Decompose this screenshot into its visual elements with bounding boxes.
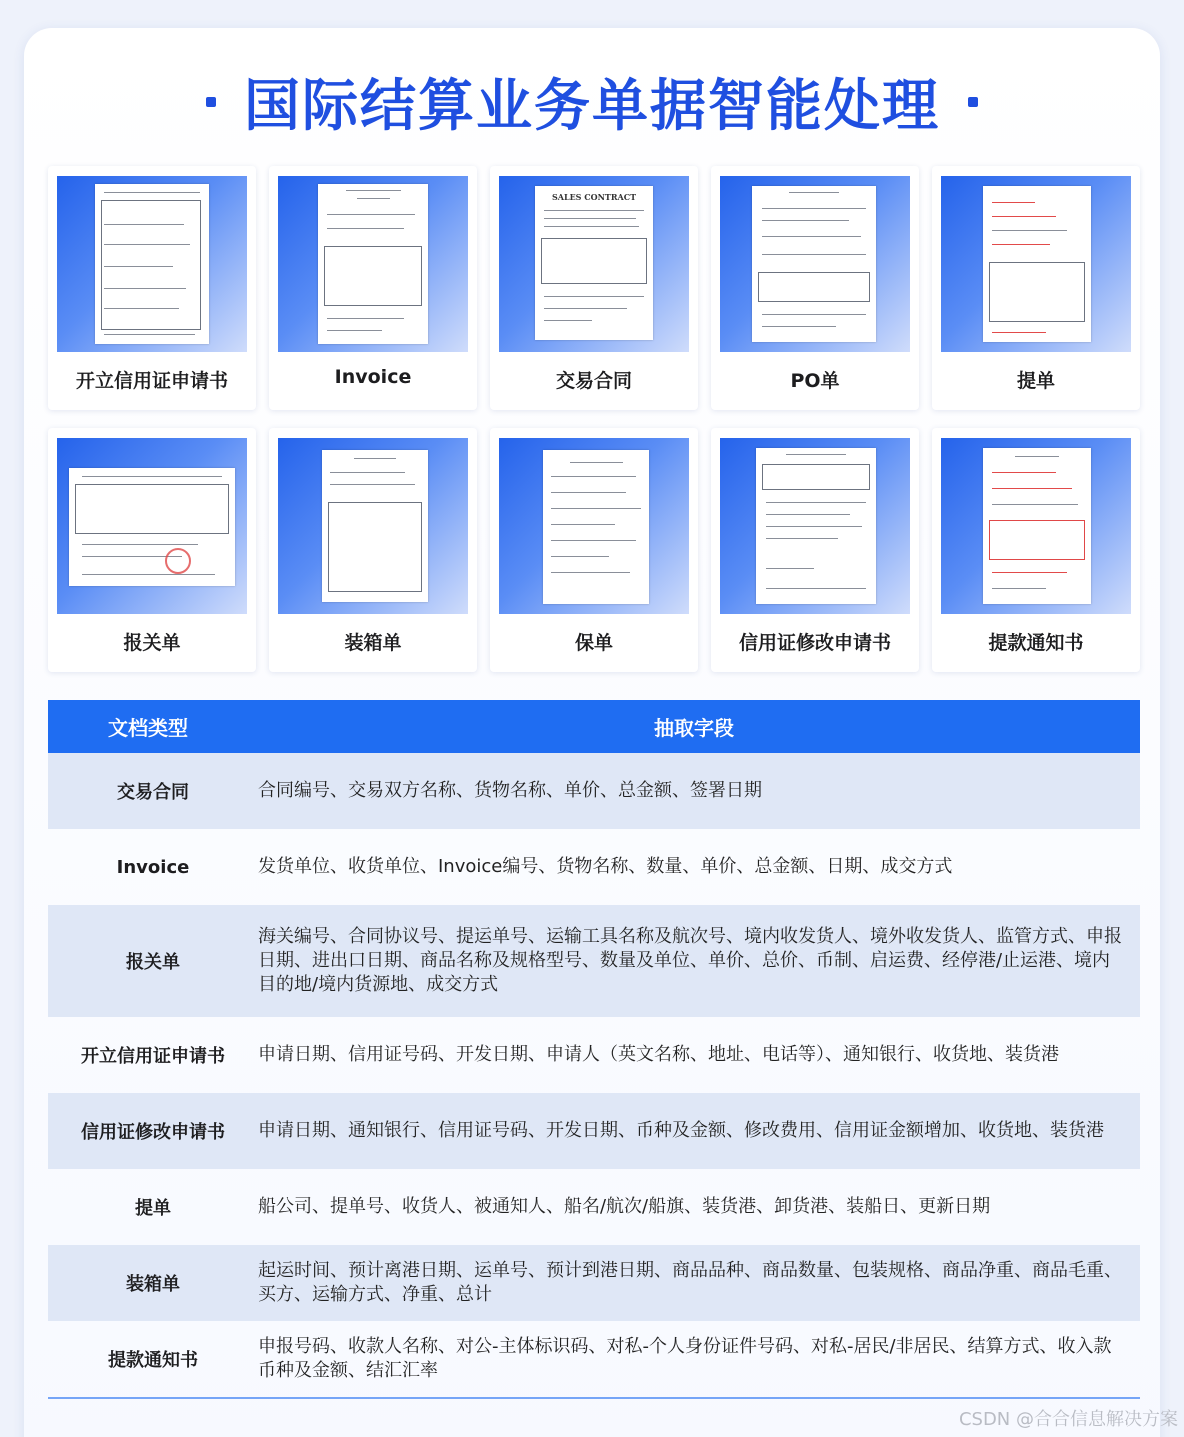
watermark: CSDN @合合信息解决方案 — [958, 1409, 1178, 1430]
doc-card-purchase-order[interactable] — [711, 166, 919, 410]
doc-card-lc-application[interactable] — [48, 166, 256, 410]
row-doc-type: 提款通知书 — [108, 1350, 198, 1371]
doc-card-customs-declaration[interactable] — [48, 428, 256, 672]
doc-card-lc-amendment[interactable] — [711, 428, 919, 672]
table-row — [48, 1245, 1140, 1321]
doc-label: 提款通知书 — [988, 632, 1084, 654]
doc-label: Invoice — [334, 366, 412, 388]
document-preview — [69, 468, 235, 586]
header-doc-type: 文档类型 — [108, 716, 188, 740]
doc-card-packing-list[interactable] — [269, 428, 477, 672]
row-fields: 船公司、提单号、收货人、被通知人、船名/航次/船旗、装货港、卸货港、装船日、更新日期 — [258, 1196, 991, 1217]
table-row — [48, 829, 1140, 905]
document-preview — [756, 448, 876, 604]
title-right-dot — [968, 97, 978, 107]
row-fields: 合同编号、交易双方名称、货物名称、单价、总金额、签署日期 — [258, 780, 762, 801]
row-fields: 申请日期、信用证号码、开发日期、申请人（英文名称、地址、电话等）、通知银行、收货地、装货港 — [258, 1044, 1059, 1065]
row-doc-type: 信用证修改申请书 — [81, 1122, 225, 1143]
row-fields: 起运时间、预计离港日期、运单号、预计到港日期、商品品种、商品数量、包装规格、商品净重、商品毛重、买方、运输方式、净重、总计 — [258, 1260, 1122, 1305]
document-preview — [535, 186, 653, 340]
doc-thumbnail — [57, 438, 247, 614]
doc-label: 开立信用证申请书 — [75, 370, 228, 392]
doc-thumbnail — [499, 438, 689, 614]
table-row — [48, 1017, 1140, 1093]
table-header — [48, 700, 1140, 753]
stamp-icon — [165, 548, 191, 574]
doc-label: 交易合同 — [555, 370, 632, 392]
table-row — [48, 1093, 1140, 1169]
document-preview — [318, 184, 428, 344]
header-fields: 抽取字段 — [654, 716, 734, 740]
doc-thumbnail — [941, 176, 1131, 352]
extraction-fields-table — [48, 700, 1140, 1399]
document-preview — [543, 450, 649, 604]
row-doc-type: Invoice — [116, 856, 190, 878]
row-fields: 海关编号、合同协议号、提运单号、运输工具名称及航次号、境内收发货人、境外收发货人、监管方式、申报日期、进出口日期、商品名称及规格型号、数量及单位、单价、总价、币制、启运费、经停港/止运港、境内目的地/境内货源地、成交方式 — [258, 926, 1122, 995]
table-row — [48, 753, 1140, 829]
document-preview — [95, 184, 209, 344]
doc-label: 保单 — [574, 632, 613, 654]
document-preview — [322, 450, 428, 602]
row-doc-type: 装箱单 — [126, 1274, 180, 1295]
doc-label: 装箱单 — [344, 632, 402, 654]
table-row — [48, 905, 1140, 1017]
title-left-dot — [206, 97, 216, 107]
page-title: 国际结算业务单据智能处理 — [244, 74, 940, 139]
document-preview — [752, 186, 876, 342]
doc-card-withdrawal-notice[interactable] — [932, 428, 1140, 672]
doc-card-sales-contract[interactable] — [490, 166, 698, 410]
paper-title: SALES CONTRACT — [551, 192, 637, 202]
table-row — [48, 1321, 1140, 1397]
doc-card-bill-of-lading[interactable] — [932, 166, 1140, 410]
doc-card-insurance-policy[interactable] — [490, 428, 698, 672]
doc-thumbnail — [720, 438, 910, 614]
row-doc-type: 报关单 — [126, 952, 180, 973]
table-bottom-divider — [48, 1397, 1140, 1399]
doc-label: 信用证修改申请书 — [738, 632, 891, 654]
table-row — [48, 1169, 1140, 1245]
doc-thumbnail — [720, 176, 910, 352]
row-doc-type: 交易合同 — [117, 782, 189, 803]
doc-card-invoice[interactable] — [269, 166, 477, 410]
row-fields: 申报号码、收款人名称、对公-主体标识码、对私-个人身份证件号码、对私-居民/非居民、结算方式、收入款币种及金额、结汇汇率 — [258, 1336, 1112, 1381]
document-preview — [983, 186, 1091, 342]
row-fields: 申请日期、通知银行、信用证号码、开发日期、币种及金额、修改费用、信用证金额增加、收货地、装货港 — [258, 1120, 1104, 1141]
doc-label: 报关单 — [123, 632, 181, 654]
document-preview — [983, 448, 1091, 604]
doc-thumbnail — [57, 176, 247, 352]
doc-thumbnail — [278, 438, 468, 614]
row-doc-type: 开立信用证申请书 — [81, 1046, 225, 1067]
doc-label: PO单 — [790, 370, 840, 392]
doc-thumbnail — [278, 176, 468, 352]
doc-thumbnail — [499, 176, 689, 352]
row-doc-type: 提单 — [135, 1198, 171, 1219]
doc-label: 提单 — [1016, 370, 1055, 392]
title-row — [0, 66, 1184, 138]
row-fields: 发货单位、收货单位、Invoice编号、货物名称、数量、单价、总金额、日期、成交方式 — [258, 856, 953, 877]
doc-thumbnail — [941, 438, 1131, 614]
